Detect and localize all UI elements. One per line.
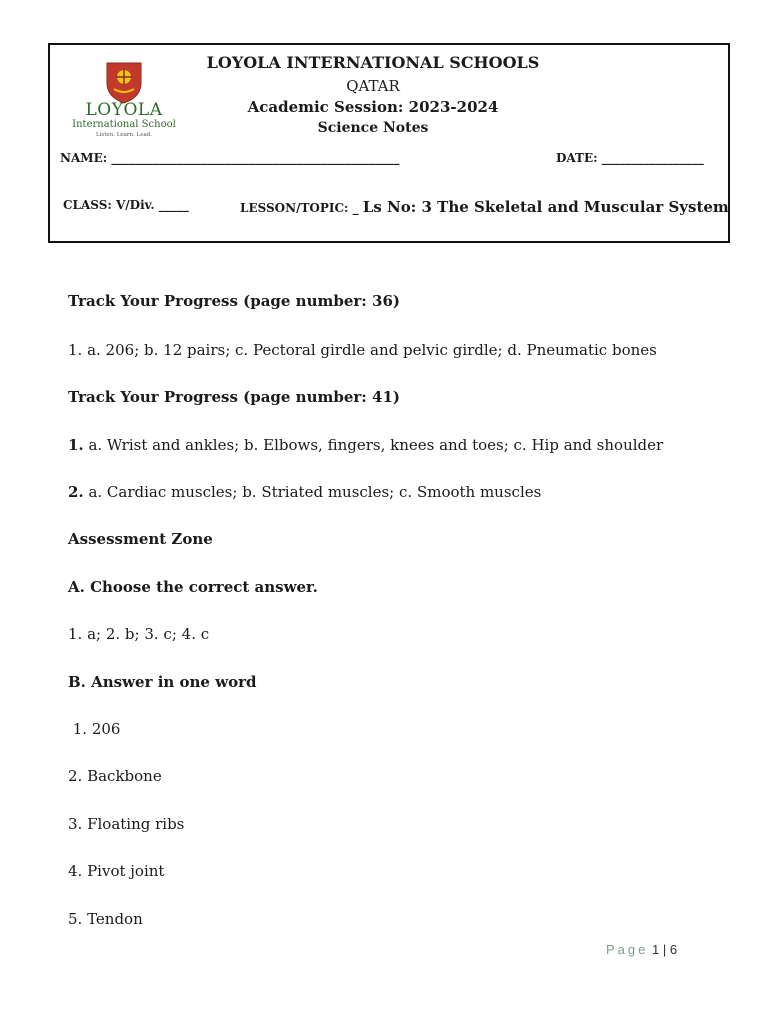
answer-text: a. Cardiac muscles; b. Striated muscles; c. Smooth muscles	[83, 483, 542, 501]
answer-line: 5. Tendon	[68, 910, 143, 928]
answer-line: 1. a. 206; b. 12 pairs; c. Pectoral girdle and pelvic girdle; d. Pneumatic bones	[68, 341, 657, 359]
answer-line: 2. Backbone	[68, 767, 162, 785]
section-heading: Assessment Zone	[68, 530, 213, 548]
answer-line: 1. a; 2. b; 3. c; 4. c	[68, 625, 210, 643]
country-title: QATAR	[346, 77, 400, 95]
header-box	[48, 43, 730, 243]
answer-number: 1.	[68, 436, 84, 454]
notes-title: Science Notes	[317, 120, 429, 136]
page-number: 1	[652, 942, 660, 957]
academic-session: Academic Session: 2023-2024	[247, 98, 499, 116]
page-separator: |	[662, 942, 667, 957]
logo-subtitle: International School	[72, 119, 176, 130]
class-field: CLASS: V/Div. _____	[63, 198, 189, 212]
answer-text: a. Wrist and ankles; b. Elbows, fingers, knees and toes; c. Hip and shoulder	[83, 436, 664, 454]
section-heading: Track Your Progress (page number: 41)	[68, 388, 401, 406]
lesson-field	[240, 198, 729, 216]
section-heading: B. Answer in one word	[68, 673, 257, 691]
answer-line: 3. Floating ribs	[68, 815, 185, 833]
answer-number: 2.	[68, 483, 84, 501]
name-field: NAME: ________________________________________________	[60, 151, 400, 165]
page-label: Page	[606, 942, 649, 957]
section-heading: Track Your Progress (page number: 36)	[68, 292, 401, 310]
section-heading: A. Choose the correct answer.	[68, 578, 318, 596]
answer-line: 1. 206	[68, 720, 121, 738]
logo-tagline: Listen. Learn. Lead.	[95, 132, 153, 138]
page-footer	[606, 942, 677, 957]
page-total: 6	[669, 942, 678, 957]
lesson-topic: Ls No: 3 The Skeletal and Muscular System	[362, 198, 729, 216]
logo-name: LOYOLA	[85, 100, 163, 120]
lesson-label: LESSON/TOPIC: _	[240, 201, 363, 215]
answer-line	[68, 483, 541, 501]
date-field: DATE: _________________	[556, 151, 704, 165]
school-title: LOYOLA INTERNATIONAL SCHOOLS	[206, 53, 540, 72]
answer-line	[68, 436, 663, 454]
answer-line: 4. Pivot joint	[68, 862, 165, 880]
